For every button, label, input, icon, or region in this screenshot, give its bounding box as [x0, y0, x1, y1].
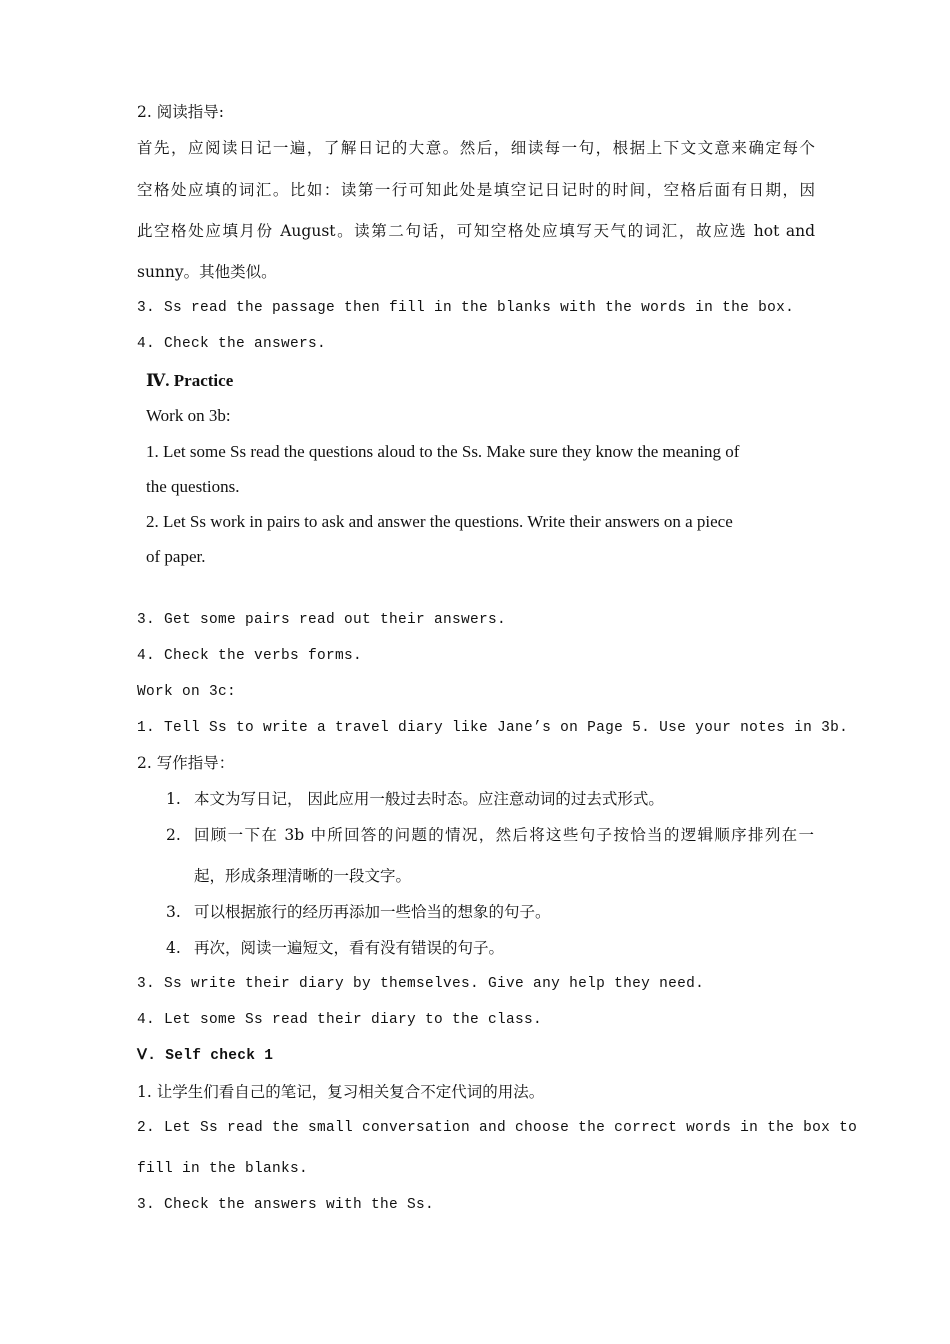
writing-guide-num-3: 3.	[166, 903, 181, 921]
practice-subheading: Work on 3b:	[146, 406, 231, 425]
reading-guide-line-3: 此空格处应填月份 August。读第二句话，可知空格处应填写天气的词汇，故应选 hot and	[137, 222, 815, 240]
practice-item-4: 4. Check the verbs forms.	[137, 648, 363, 664]
reading-guide-line-2: 空格处应填的词汇。比如：读第一行可知此处是填空记日记时的时间，空格后面有日期，因	[137, 181, 815, 199]
reading-step-4: 4. Check the answers.	[137, 336, 327, 352]
work3c-item-1: 1. Tell Ss to write a travel diary like Jane’s on Page 5. Use your notes in 3b.	[137, 720, 849, 736]
self-check-item-2a: 2. Let Ss read the small conversation and choose the correct words in the box to	[137, 1120, 858, 1136]
practice-item-1a: 1. Let some Ss read the questions aloud to the Ss. Make sure they know the meaning of	[146, 442, 740, 461]
reading-step-3: 3. Ss read the passage then fill in the blanks with the words in the box.	[137, 300, 795, 316]
reading-guide-line-4: sunny。其他类似。	[137, 263, 277, 281]
practice-item-3: 3. Get some pairs read out their answers.	[137, 612, 507, 628]
practice-heading: Ⅳ. Practice	[146, 371, 234, 390]
work3c-heading: Work on 3c:	[137, 684, 237, 700]
writing-guide-num-1: 1.	[166, 790, 181, 808]
writing-guide-text-2-cont: 起，形成条理清晰的一段文字。	[194, 867, 412, 885]
reading-guide-line-1: 首先，应阅读日记一遍，了解日记的大意。然后，细读每一句，根据上下文文意来确定每个	[137, 139, 815, 157]
writing-guide-text-2: 回顾一下在 3b 中所回答的问题的情况，然后将这些句子按恰当的逻辑顺序排列在一	[194, 826, 814, 844]
self-check-item-1: 1. 让学生们看自己的笔记，复习相关复合不定代词的用法。	[137, 1083, 545, 1101]
writing-guide-text-1: 本文为写日记， 因此应用一般过去时态。应注意动词的过去式形式。	[194, 790, 664, 808]
work3c-item-4: 4. Let some Ss read their diary to the class.	[137, 1012, 543, 1028]
reading-guide-heading: 2. 阅读指导:	[137, 103, 224, 121]
writing-guide-num-2: 2.	[166, 826, 181, 844]
self-check-item-3: 3. Check the answers with the Ss.	[137, 1197, 435, 1213]
writing-guide-num-4: 4.	[166, 939, 181, 957]
writing-guide-text-4: 再次，阅读一遍短文，看有没有错误的句子。	[194, 939, 505, 957]
work3c-item-3: 3. Ss write their diary by themselves. Give any help they need.	[137, 976, 705, 992]
writing-guide-text-3: 可以根据旅行的经历再添加一些恰当的想象的句子。	[194, 903, 551, 921]
work3c-item-2: 2. 写作指导：	[137, 754, 235, 772]
self-check-heading: Ⅴ. Self check 1	[137, 1048, 274, 1064]
self-check-item-2b: fill in the blanks.	[137, 1161, 309, 1177]
practice-item-2b: of paper.	[146, 547, 206, 566]
practice-item-2a: 2. Let Ss work in pairs to ask and answer the questions. Write their answers on a piece	[146, 512, 733, 531]
practice-item-1b: the questions.	[146, 477, 240, 496]
